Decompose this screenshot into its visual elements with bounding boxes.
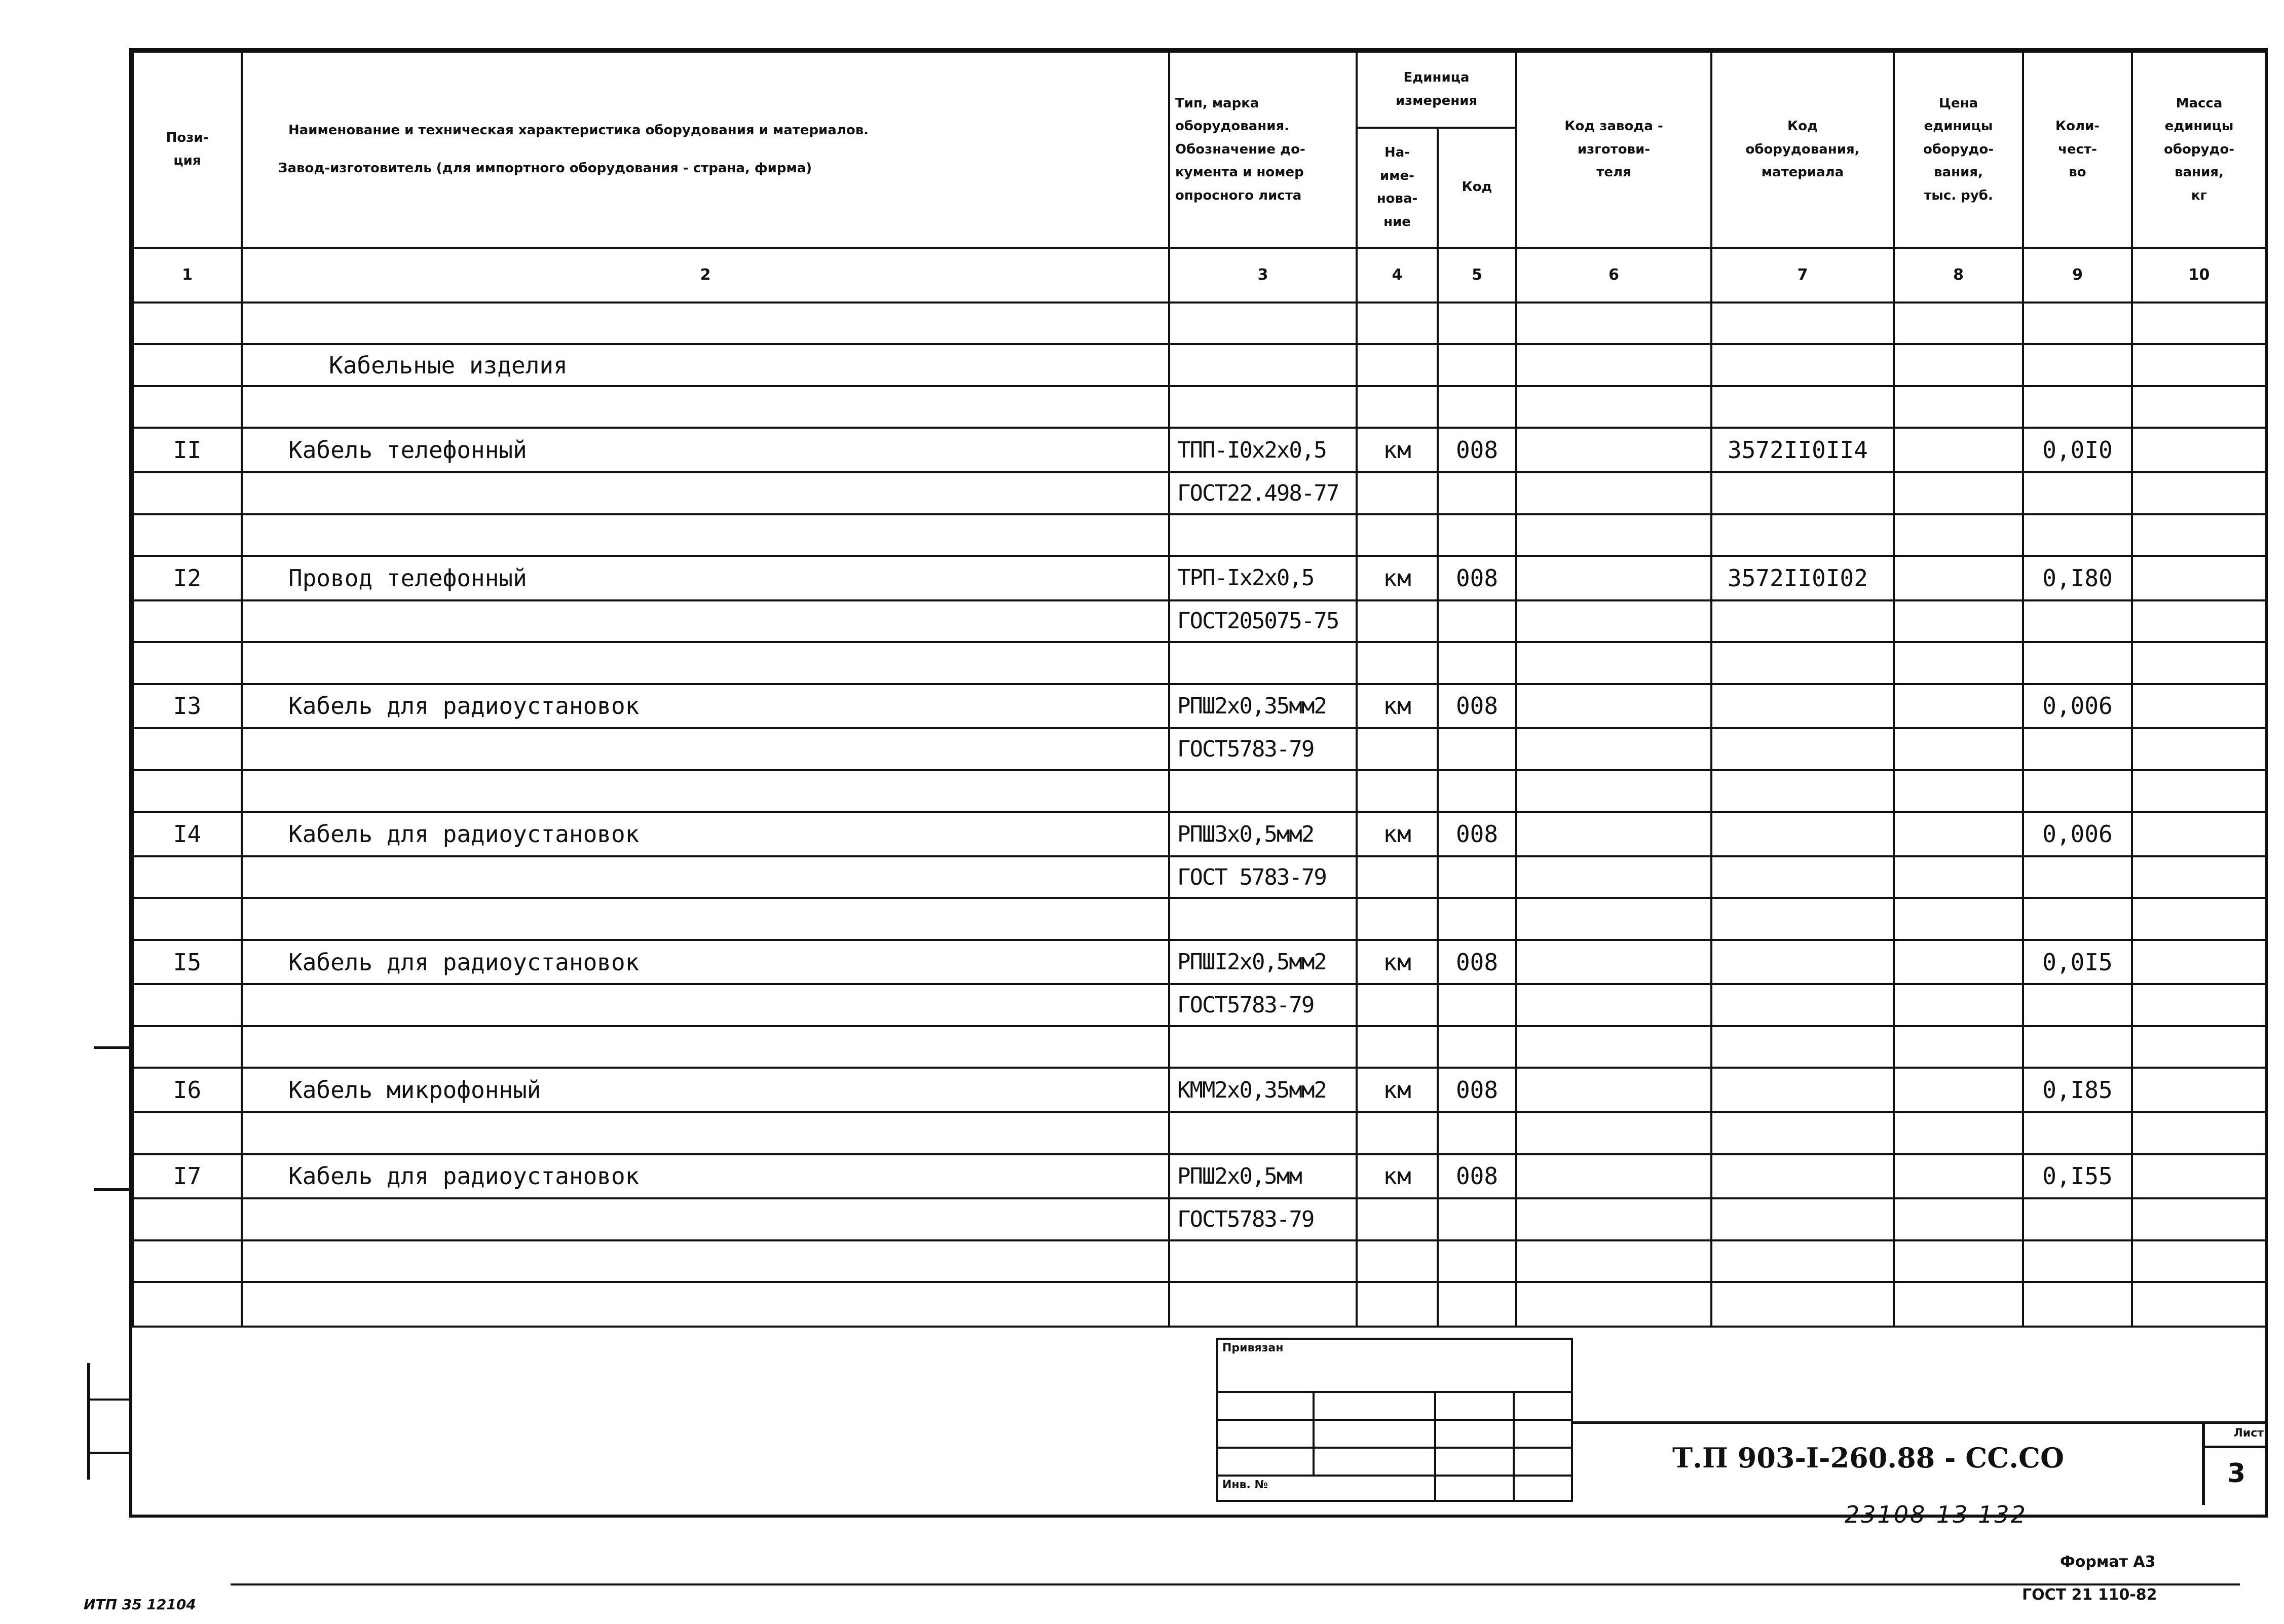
item-equipment-code bbox=[1711, 812, 1894, 856]
item-position: I5 bbox=[133, 940, 242, 985]
column-number-row bbox=[133, 248, 2266, 303]
item-unit: км bbox=[1357, 428, 1438, 472]
header-unit-code: Код bbox=[1438, 128, 1516, 248]
item-unit: км bbox=[1357, 812, 1438, 856]
item-quantity: 0,006 bbox=[2023, 812, 2132, 856]
item-document: ГОСТ 5783-79 bbox=[1169, 856, 1357, 898]
table-row bbox=[133, 728, 2266, 770]
item-equipment-code bbox=[1711, 1154, 1894, 1199]
sheet-number: 3 bbox=[2227, 1458, 2246, 1489]
item-unit-code: 008 bbox=[1438, 812, 1516, 856]
table-row bbox=[133, 472, 2266, 514]
header-name-line2: Завод-изготовитель (для импортного оборудования - страна, фирма) bbox=[278, 161, 812, 176]
table-row bbox=[133, 1112, 2266, 1154]
item-type: РПШ2х0,5мм bbox=[1169, 1154, 1357, 1199]
table-row bbox=[133, 600, 2266, 642]
margin-mark bbox=[87, 1452, 130, 1454]
table-row bbox=[133, 1068, 2266, 1112]
item-type: РПШ2х0,35мм2 bbox=[1169, 684, 1357, 729]
item-type: КММ2х0,35мм2 bbox=[1169, 1068, 1357, 1112]
item-unit-code: 008 bbox=[1438, 1068, 1516, 1112]
item-quantity: 0,0I5 bbox=[2023, 940, 2132, 985]
column-number: 10 bbox=[2132, 248, 2266, 303]
table-row bbox=[133, 856, 2266, 898]
item-equipment-code bbox=[1711, 684, 1894, 729]
margin-mark bbox=[94, 1046, 132, 1049]
sheet-number-box bbox=[2202, 1421, 2268, 1505]
item-position: I6 bbox=[133, 1068, 242, 1112]
table-row bbox=[133, 812, 2266, 856]
item-position: I3 bbox=[133, 684, 242, 729]
item-document: ГОСТ22.498-77 bbox=[1169, 472, 1357, 514]
item-document: ГОСТ5783-79 bbox=[1169, 984, 1357, 1026]
margin-mark bbox=[87, 1399, 130, 1401]
column-number: 8 bbox=[1894, 248, 2023, 303]
item-equipment-code: 3572II0II4 bbox=[1711, 428, 1894, 472]
item-unit-code: 008 bbox=[1438, 684, 1516, 729]
item-document: ГОСТ5783-79 bbox=[1169, 1198, 1357, 1240]
item-name: Провод телефонный bbox=[242, 556, 1169, 600]
item-equipment-code: 3572II0I02 bbox=[1711, 556, 1894, 600]
table-row bbox=[133, 428, 2266, 472]
column-number: 4 bbox=[1357, 248, 1438, 303]
table-row bbox=[133, 770, 2266, 812]
item-position: I2 bbox=[133, 556, 242, 600]
item-name: Кабель телефонный bbox=[242, 428, 1169, 472]
item-document: ГОСТ205075-75 bbox=[1169, 600, 1357, 642]
table-row bbox=[133, 684, 2266, 729]
item-name: Кабель микрофонный bbox=[242, 1068, 1169, 1112]
table-row bbox=[133, 303, 2266, 344]
table-row bbox=[133, 556, 2266, 600]
item-unit-code: 008 bbox=[1438, 1154, 1516, 1199]
header-mass: Масса единицы оборудо- вания, кг bbox=[2132, 52, 2266, 248]
margin-mark bbox=[94, 1188, 132, 1191]
item-unit: км bbox=[1357, 684, 1438, 729]
item-unit: км bbox=[1357, 556, 1438, 600]
item-document: ГОСТ5783-79 bbox=[1169, 728, 1357, 770]
item-equipment-code bbox=[1711, 940, 1894, 985]
item-unit: км bbox=[1357, 1068, 1438, 1112]
item-name: Кабель для радиоустановок bbox=[242, 940, 1169, 985]
header-equipment-code: Код оборудования, материала bbox=[1711, 52, 1894, 248]
header-row bbox=[133, 52, 2266, 128]
item-unit-code: 008 bbox=[1438, 940, 1516, 985]
item-document bbox=[1169, 1112, 1357, 1154]
table-row bbox=[133, 1154, 2266, 1199]
handwritten-number: 23108-13 132 bbox=[1845, 1501, 2027, 1528]
table-row bbox=[133, 1282, 2266, 1327]
item-position: I4 bbox=[133, 812, 242, 856]
column-number: 5 bbox=[1438, 248, 1516, 303]
item-quantity: 0,I55 bbox=[2023, 1154, 2132, 1199]
attachment-stamp bbox=[1216, 1338, 1573, 1502]
header-manufacturer-code: Код завода - изготови- теля bbox=[1516, 52, 1711, 248]
item-name: Кабель для радиоустановок bbox=[242, 684, 1169, 729]
table-row bbox=[133, 1240, 2266, 1282]
column-number: 2 bbox=[242, 248, 1169, 303]
sheet-label: Лист bbox=[2205, 1421, 2268, 1448]
item-unit: км bbox=[1357, 1154, 1438, 1199]
table-row bbox=[133, 386, 2266, 428]
column-number: 9 bbox=[2023, 248, 2132, 303]
item-type: РПШI2х0,5мм2 bbox=[1169, 940, 1357, 985]
item-equipment-code bbox=[1711, 1068, 1894, 1112]
format-label: Формат А3 bbox=[2060, 1553, 2156, 1571]
item-position: II bbox=[133, 428, 242, 472]
item-type: РПШ3х0,5мм2 bbox=[1169, 812, 1357, 856]
header-position: Пози- ция bbox=[133, 52, 242, 248]
table-row bbox=[133, 642, 2266, 684]
item-position: I7 bbox=[133, 1154, 242, 1199]
document-designation: Т.П 903-I-260.88 - СС.СО bbox=[1672, 1442, 2065, 1474]
table-row bbox=[133, 1198, 2266, 1240]
header-name-line1: Наименование и техническая характеристика оборудования и материалов. bbox=[288, 122, 869, 138]
item-quantity: 0,006 bbox=[2023, 684, 2132, 729]
margin-mark bbox=[87, 1363, 90, 1480]
specification-table bbox=[132, 51, 2267, 1328]
header-quantity: Коли- чест- во bbox=[2023, 52, 2132, 248]
item-name: Кабель для радиоустановок bbox=[242, 1154, 1169, 1199]
header-type: Тип, марка оборудования. Обозначение до- кумента и номер опросного листа bbox=[1169, 52, 1357, 248]
item-unit-code: 008 bbox=[1438, 428, 1516, 472]
column-number: 3 bbox=[1169, 248, 1357, 303]
table-row bbox=[133, 1026, 2266, 1068]
gost-reference: ГОСТ 21 110-82 bbox=[2022, 1586, 2157, 1604]
section-title: Кабельные изделия bbox=[242, 344, 1169, 386]
inventory-number-label: Инв. № bbox=[1217, 1476, 1435, 1501]
header-unit-group: Единица измерения bbox=[1357, 52, 1516, 128]
archive-code: ИТП 35 12104 bbox=[84, 1596, 196, 1613]
item-unit-code: 008 bbox=[1438, 556, 1516, 600]
section-row bbox=[133, 344, 2266, 386]
header-name bbox=[242, 52, 1169, 248]
item-type: ТРП-Iх2х0,5 bbox=[1169, 556, 1357, 600]
item-quantity: 0,I85 bbox=[2023, 1068, 2132, 1112]
item-type: ТПП-I0х2х0,5 bbox=[1169, 428, 1357, 472]
column-number: 7 bbox=[1711, 248, 1894, 303]
footer-line bbox=[231, 1583, 2240, 1585]
title-block-line bbox=[1571, 1421, 2268, 1424]
header-unit-name: На- име- нова- ние bbox=[1357, 128, 1438, 248]
column-number: 1 bbox=[133, 248, 242, 303]
item-quantity: 0,0I0 bbox=[2023, 428, 2132, 472]
column-number: 6 bbox=[1516, 248, 1711, 303]
item-unit: км bbox=[1357, 940, 1438, 985]
item-name: Кабель для радиоустановок bbox=[242, 812, 1169, 856]
attached-label: Привязан bbox=[1217, 1339, 1572, 1392]
table-row bbox=[133, 984, 2266, 1026]
table-row bbox=[133, 514, 2266, 556]
table-row bbox=[133, 898, 2266, 939]
table-row bbox=[133, 940, 2266, 985]
item-quantity: 0,I80 bbox=[2023, 556, 2132, 600]
header-price: Цена единицы оборудо- вания, тыс. руб. bbox=[1894, 52, 2023, 248]
